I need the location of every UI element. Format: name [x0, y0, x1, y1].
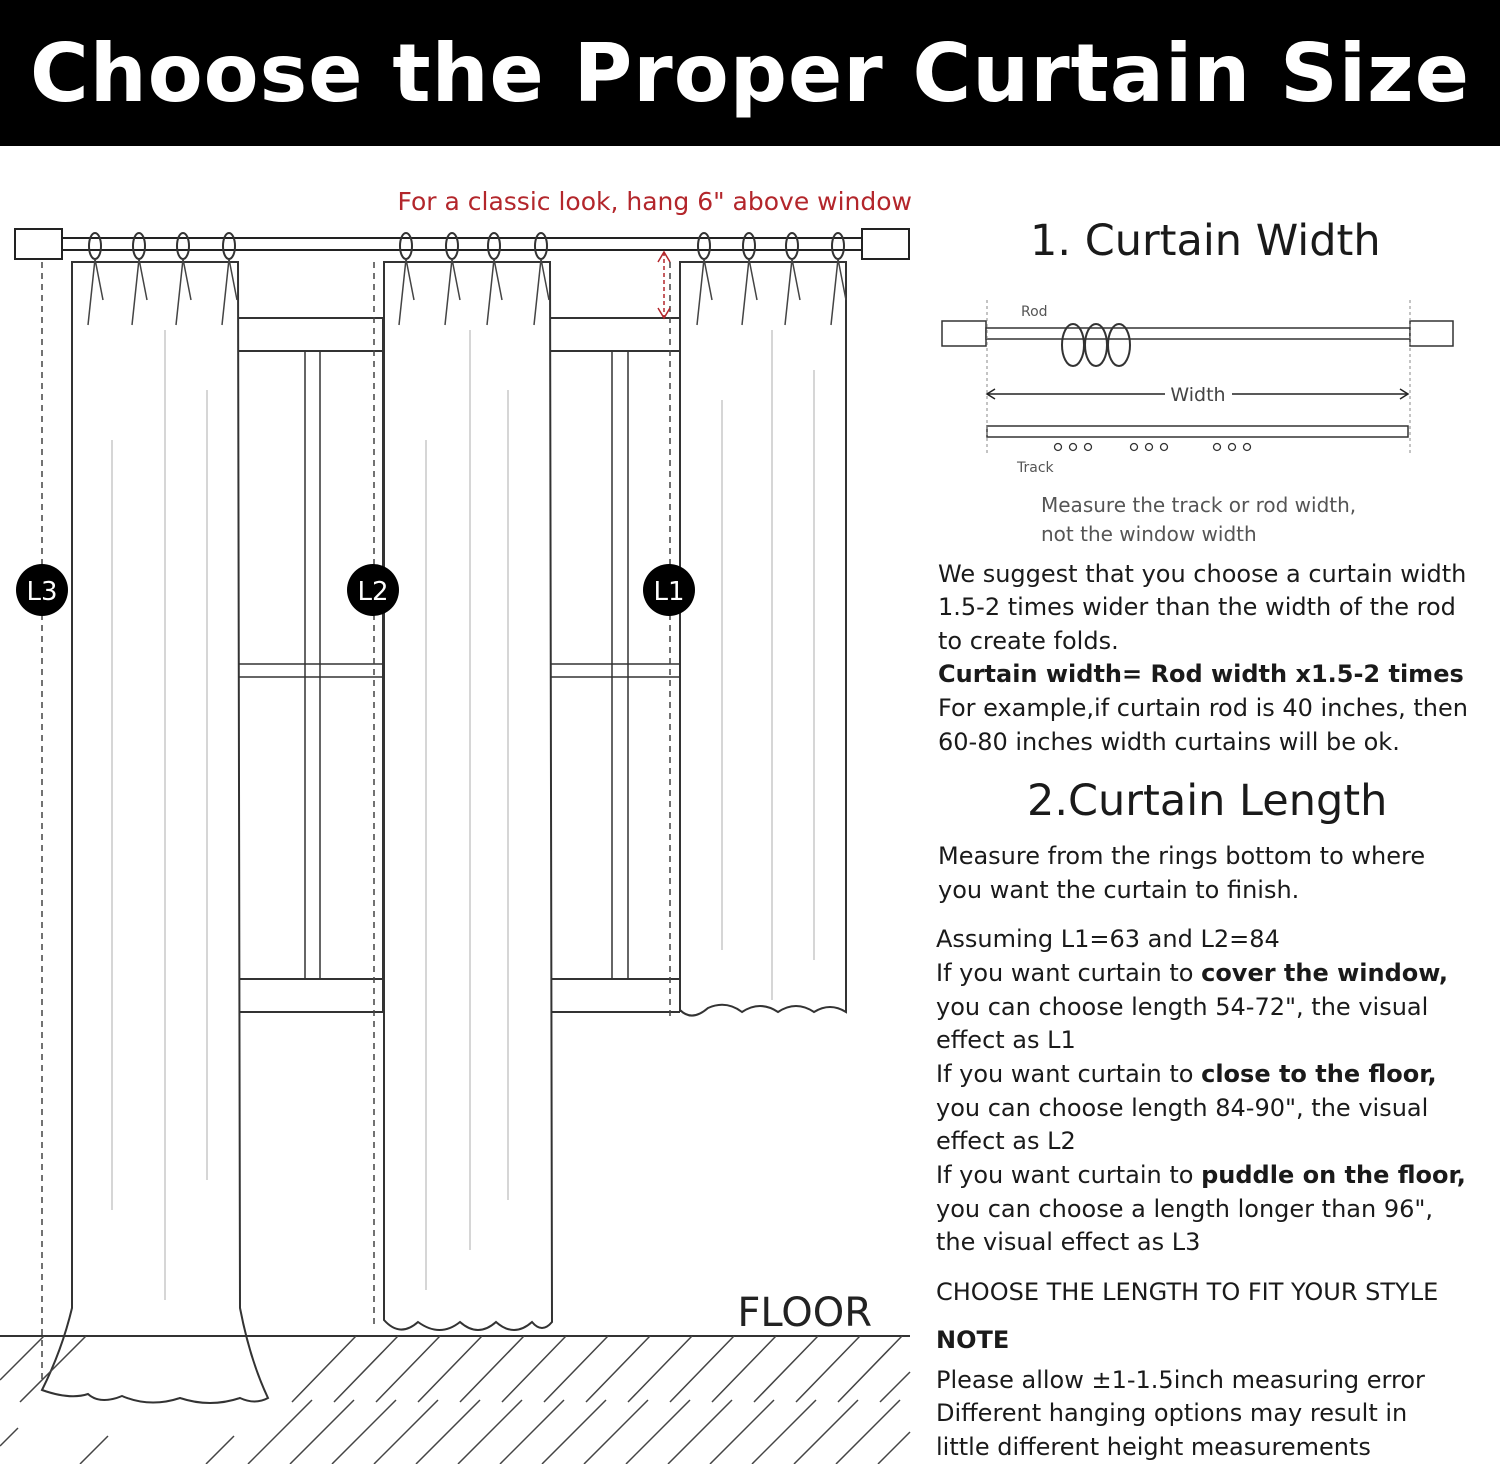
title-banner: [0, 0, 1500, 146]
marker-l2: [347, 564, 399, 616]
choose-length-caption: CHOOSE THE LENGTH TO FIT YOUR STYLE: [936, 1278, 1439, 1306]
svg-text:L2: L2: [357, 577, 389, 607]
option-puddle-floor: If you want curtain to puddle on the floor,: [936, 1161, 1466, 1189]
option-close-floor: If you want curtain to close to the floor,: [936, 1060, 1437, 1088]
length-assumption: Assuming L1=63 and L2=84: [936, 925, 1280, 953]
svg-text:L1: L1: [653, 577, 685, 607]
width-label: Width: [1170, 384, 1226, 406]
option-close-floor-line-2: you can choose length 84-90", the visual: [936, 1094, 1429, 1122]
measure-note-line-1: Measure the track or rod width,: [1041, 493, 1357, 517]
length-intro-line-2: you want the curtain to finish.: [938, 876, 1300, 904]
length-intro-line-1: Measure from the rings bottom to where: [938, 842, 1426, 870]
curtain-l2: [384, 262, 552, 1330]
curtain-l3: [42, 262, 268, 1403]
track-label: Track: [1017, 460, 1054, 476]
option-puddle-floor-line-2: you can choose a length longer than 96",: [936, 1195, 1434, 1223]
curtain-diagram: [0, 146, 930, 1464]
width-heading: 1. Curtain Width: [1030, 216, 1381, 266]
width-para-line-1: We suggest that you choose a curtain width: [938, 560, 1467, 588]
option-puddle-floor-line-3: the visual effect as L3: [936, 1228, 1201, 1256]
width-para-line-2: 1.5-2 times wider than the width of the rod: [938, 593, 1456, 621]
rod-width-diagram: [930, 292, 1490, 487]
width-example-line-1: For example,if curtain rod is 40 inches, then: [938, 694, 1468, 722]
option-cover-window-line-3: effect as L1: [936, 1026, 1076, 1054]
page-title: Choose the Proper Curtain Size: [30, 26, 1470, 120]
marker-l1: [643, 564, 695, 616]
option-cover-window-line-2: you can choose length 54-72", the visual: [936, 993, 1429, 1021]
marker-l3: [16, 564, 68, 616]
svg-text:L3: L3: [26, 577, 58, 607]
length-heading: 2.Curtain Length: [1027, 776, 1388, 826]
width-formula: Curtain width= Rod width x1.5-2 times: [938, 660, 1464, 688]
hang-note: For a classic look, hang 6" above window: [397, 187, 912, 216]
six-inch-indicator: [658, 252, 670, 318]
width-para-line-3: to create folds.: [938, 627, 1119, 655]
note-title: NOTE: [936, 1326, 1010, 1354]
option-close-floor-line-3: effect as L2: [936, 1127, 1076, 1155]
curtain-rod: [15, 229, 909, 259]
option-cover-window: If you want curtain to cover the window,: [936, 959, 1449, 987]
curtain-l1: [680, 262, 846, 1016]
note-line-3: little different height measurements: [936, 1433, 1371, 1461]
rod-label: Rod: [1021, 304, 1048, 320]
measure-note-line-2: not the window width: [1041, 522, 1257, 546]
note-line-2: Different hanging options may result in: [936, 1399, 1408, 1427]
note-line-1: Please allow ±1-1.5inch measuring error: [936, 1366, 1425, 1394]
floor-label: FLOOR: [737, 1290, 872, 1336]
width-example-line-2: 60-80 inches width curtains will be ok.: [938, 728, 1400, 756]
